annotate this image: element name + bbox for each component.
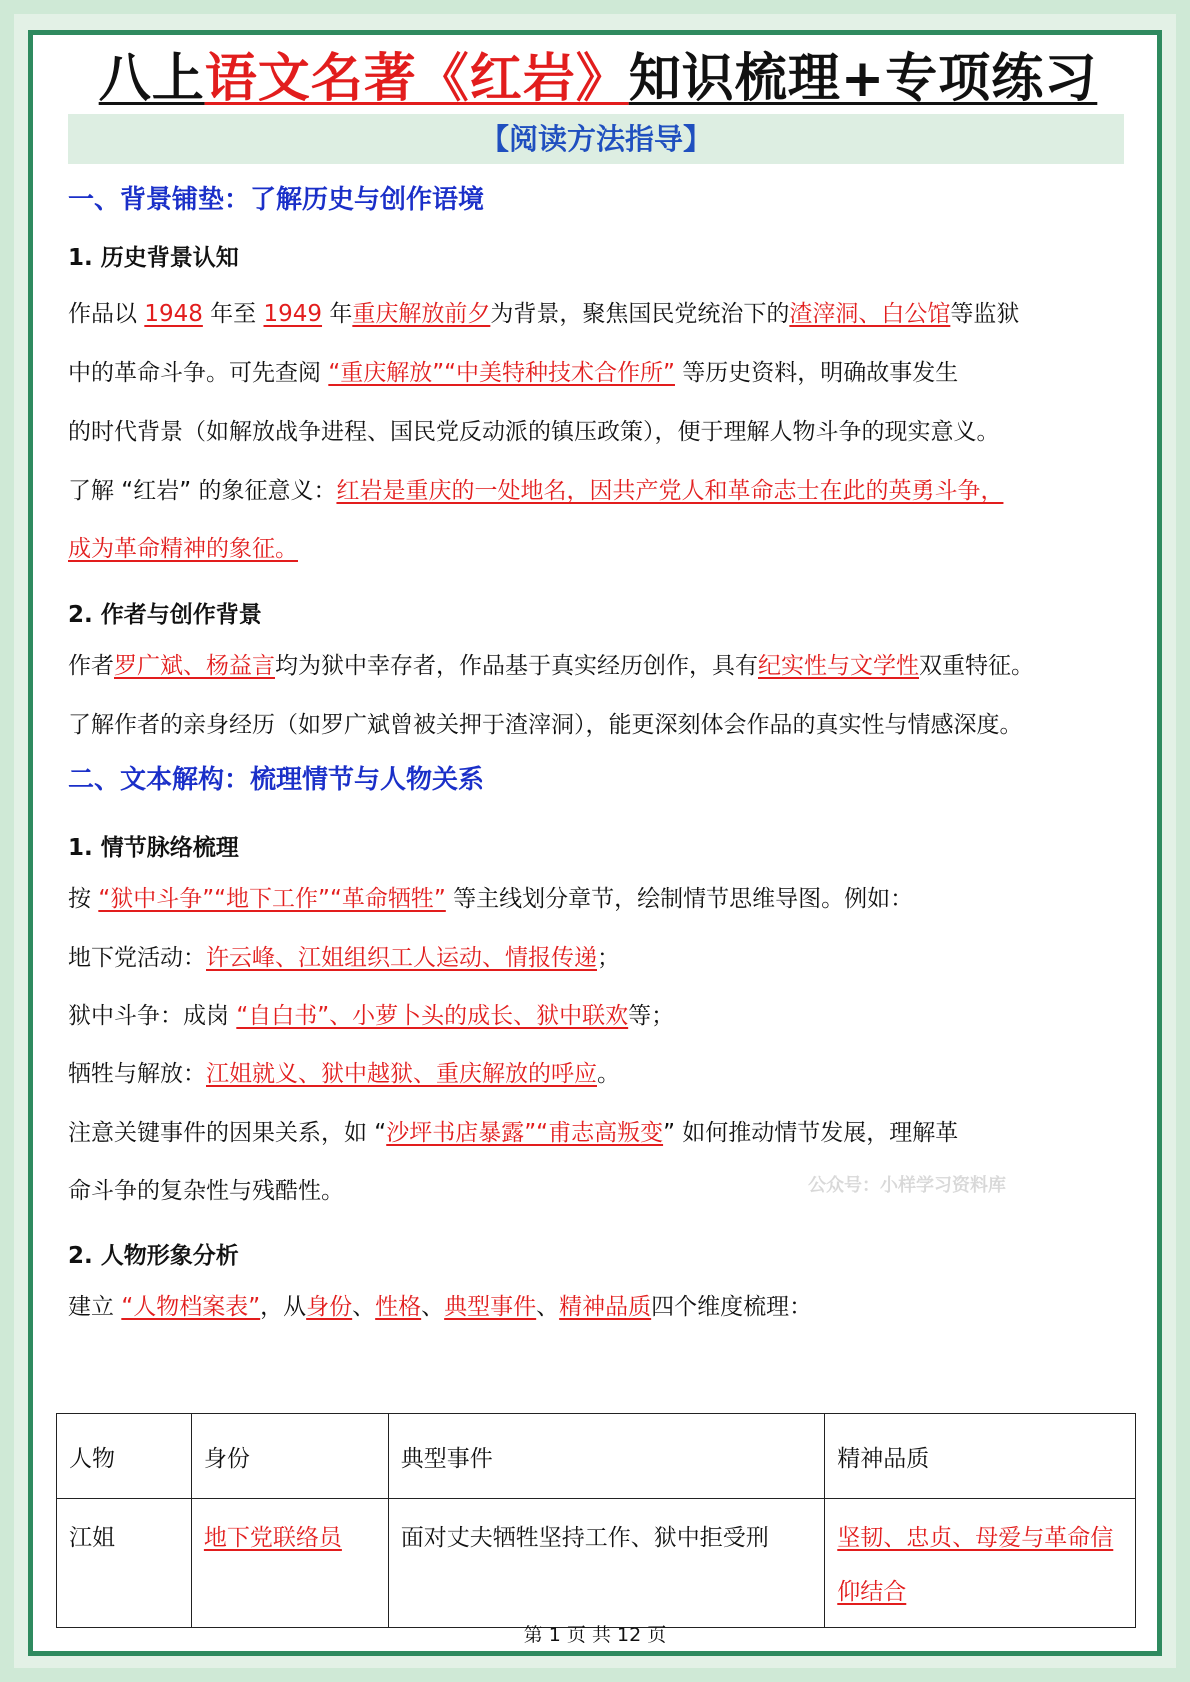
paragraph-line: 作品以 1948 年至 1949 年重庆解放前夕为背景，聚焦国民党统治下的渣滓洞、白公馆等监狱 — [68, 301, 1020, 327]
highlight-text: 重庆解放前夕 — [352, 301, 491, 327]
highlight-text: 典型事件 — [444, 1294, 537, 1320]
title-part-grade: 八上 — [98, 49, 205, 109]
paragraph-line: 了解作者的亲身经历（如罗广斌曾被关押于渣滓洞），能更深刻体会作品的真实性与情感深度。 — [68, 712, 1023, 738]
paragraph-line: 中的革命斗争。可先查阅 “重庆解放”“中美特种技术合作所” 等历史资料，明确故事发生 — [68, 360, 959, 386]
reading-guide-banner: 【阅读方法指导】 — [68, 114, 1124, 164]
section1-sub2-heading: 2. 作者与创作背景 — [68, 602, 262, 628]
table-header-cell: 人物 — [57, 1414, 192, 1499]
paragraph-line: 地下党活动：许云峰、江姐组织工人运动、情报传递； — [68, 945, 620, 971]
paragraph-line: 作者罗广斌、杨益言均为狱中幸存者，作品基于真实经历创作，具有纪实性与文学性双重特征。 — [68, 653, 1034, 679]
table-header-row — [57, 1414, 1136, 1499]
paragraph-line: 牺牲与解放：江姐就义、狱中越狱、重庆解放的呼应。 — [68, 1061, 620, 1087]
table-header-cell: 典型事件 — [388, 1414, 825, 1499]
table-row — [57, 1499, 1136, 1628]
table-cell-name: 江姐 — [57, 1499, 192, 1628]
paragraph-line: 狱中斗争：成岗 “自白书”、小萝卜头的成长、狱中联欢等； — [68, 1003, 675, 1029]
character-profile-table — [56, 1413, 1136, 1628]
highlight-text: “狱中斗争”“地下工作”“革命牺牲” — [98, 886, 446, 912]
section2-sub1-heading: 1. 情节脉络梳理 — [68, 835, 239, 861]
highlight-text: 渣滓洞、白公馆 — [789, 301, 951, 327]
highlight-text: 身份 — [306, 1294, 353, 1320]
section1-sub1-heading: 1. 历史背景认知 — [68, 245, 239, 271]
highlight-year: 1949 — [263, 301, 323, 327]
paragraph-line: 命斗争的复杂性与残酷性。 — [68, 1178, 344, 1204]
table-header-cell: 精神品质 — [825, 1414, 1136, 1499]
table-cell-identity: 地下党联络员 — [191, 1499, 388, 1628]
highlight-text: 沙坪书店暴露”“甫志高叛变 — [386, 1120, 664, 1146]
highlight-text: 江姐就义、狱中越狱、重庆解放的呼应 — [206, 1061, 597, 1087]
highlight-text: 性格 — [375, 1294, 422, 1320]
highlight-text: 许云峰、江姐组织工人运动、情报传递 — [206, 945, 597, 971]
highlight-text: 红岩是重庆的一处地名，因共产党人和革命志士在此的英勇斗争， — [336, 478, 1004, 504]
page-number-footer: 第 1 页 共 12 页 — [523, 1624, 667, 1646]
section2-heading: 二、文本解构：梳理情节与人物关系 — [68, 765, 485, 795]
section1-heading: 一、背景铺垫：了解历史与创作语境 — [68, 185, 485, 215]
paragraph-line: 的时代背景（如解放战争进程、国民党反动派的镇压政策），便于理解人物斗争的现实意义。 — [68, 419, 1000, 445]
highlight-text: 罗广斌、杨益言 — [114, 653, 275, 679]
table-cell-event: 面对丈夫牺牲坚持工作、狱中拒受刑 — [388, 1499, 825, 1628]
highlight-text: 精神品质 — [559, 1294, 652, 1320]
paragraph-line: 注意关键事件的因果关系，如 “沙坪书店暴露”“甫志高叛变” 如何推动情节发展，理解革 — [68, 1120, 959, 1146]
highlight-text: 纪实性与文学性 — [758, 653, 919, 679]
table-header-cell: 身份 — [191, 1414, 388, 1499]
highlight-year: 1948 — [144, 301, 203, 327]
paragraph-line: 按 “狱中斗争”“地下工作”“革命牺牲” 等主线划分章节，绘制情节思维导图。例如： — [68, 886, 914, 912]
highlight-text: “人物档案表” — [121, 1294, 261, 1320]
paragraph-line — [68, 518, 1138, 580]
paragraph-line: 建立 “人物档案表”，从身份、性格、典型事件、精神品质四个维度梳理： — [68, 1294, 813, 1320]
table-cell-quality: 坚韧、忠贞、母爱与革命信仰结合 — [825, 1499, 1136, 1628]
title-part-book: 语文名著《红岩》 — [204, 49, 629, 109]
highlight-text: 成为革命精神的象征。 — [68, 536, 298, 562]
highlight-text: “自白书”、小萝卜头的成长、狱中联欢 — [236, 1003, 629, 1029]
document-title — [68, 44, 1128, 114]
title-part-topic: 知识梳理+专项练习 — [628, 49, 1098, 109]
highlight-text: “重庆解放”“中美特种技术合作所” — [328, 360, 675, 386]
paragraph-line: 了解 “红岩” 的象征意义：红岩是重庆的一处地名，因共产党人和革命志士在此的英勇斗争， — [68, 478, 1004, 504]
section2-sub2-heading: 2. 人物形象分析 — [68, 1243, 239, 1269]
watermark-text: 公众号：小样学习资料库 — [808, 1175, 1006, 1196]
